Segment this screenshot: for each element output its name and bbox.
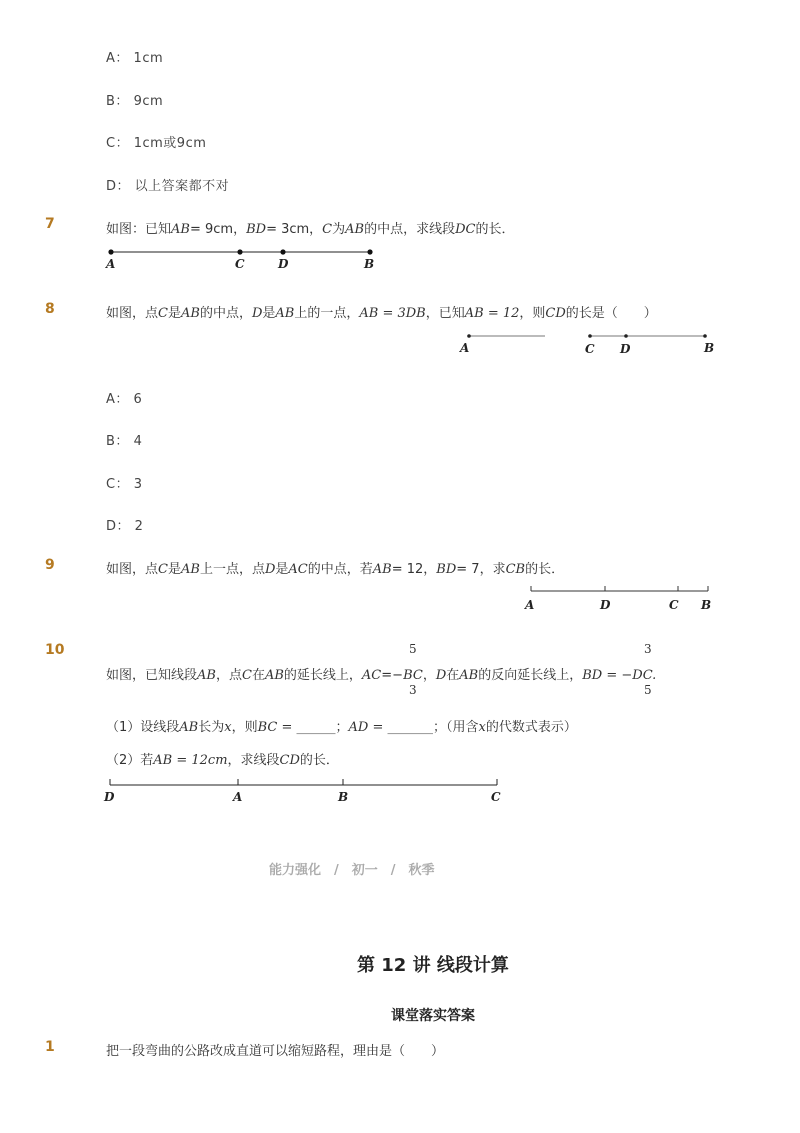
fraction-2-numerator: 3 xyxy=(644,642,652,656)
question-number-7: 7 xyxy=(45,216,55,232)
label-b: B xyxy=(338,790,349,804)
q8-option-c: C： 3 xyxy=(106,477,143,492)
question-number-1: 1 xyxy=(45,1039,55,1055)
label-d: D xyxy=(600,598,611,612)
q8-option-d: D： 2 xyxy=(106,519,144,534)
fraction-1-denominator: 3 xyxy=(409,683,417,697)
section-title: 课堂落实答案 xyxy=(391,1008,475,1024)
label-c: C xyxy=(491,790,501,804)
lecture-title: 第 12 讲 线段计算 xyxy=(357,955,509,976)
fraction-2-denominator: 5 xyxy=(644,683,652,697)
label-d: D xyxy=(278,257,289,271)
q8-option-a: A： 6 xyxy=(106,392,143,407)
q6-option-b: B： 9cm xyxy=(106,94,164,109)
page-footer: 能力强化 / 初一 / 秋季 xyxy=(269,863,435,878)
label-a: A xyxy=(460,341,470,355)
question-1-text: 把一段弯曲的公路改成直道可以缩短路程，理由是（ ） xyxy=(106,1044,445,1059)
q6-option-a: A： 1cm xyxy=(106,51,164,66)
q6-option-d: D： 以上答案都不对 xyxy=(106,179,230,194)
question-7-text: 如图：已知AB= 9cm，BD= 3cm，C为AB的中点，求线段DC的长． xyxy=(106,222,515,237)
label-b: B xyxy=(704,341,715,355)
q8-option-b: B： 4 xyxy=(106,434,143,449)
label-b: B xyxy=(364,257,375,271)
fraction-1-numerator: 5 xyxy=(409,642,417,656)
question-8-text: 如图，点C是AB的中点，D是AB上的一点，AB = 3DB，已知AB = 12，则CD的长是（ ） xyxy=(106,306,657,321)
label-c: C xyxy=(669,598,679,612)
label-d: D xyxy=(620,342,631,356)
label-b: B xyxy=(701,598,712,612)
question-10-text: 如图，已知线段AB，点C在AB的延长线上，AC=−BC，D在AB的反向延长线上，BD = −DC. xyxy=(106,668,657,683)
label-a: A xyxy=(106,257,116,271)
label-c: C xyxy=(235,257,245,271)
question-10-part-1: （1）设线段AB长为x，则BC = ______；AD = _______；（用含x的代数式表示） xyxy=(106,720,577,735)
question-9-text: 如图，点C是AB上一点，点D是AC的中点，若AB= 12，BD= 7，求CB的长． xyxy=(106,562,565,577)
question-number-9: 9 xyxy=(45,557,55,573)
question-10-part-2: （2）若AB = 12cm，求线段CD的长． xyxy=(106,753,339,768)
label-a: A xyxy=(525,598,535,612)
q6-option-c: C： 1cm或9cm xyxy=(106,136,207,151)
label-c: C xyxy=(585,342,595,356)
label-a: A xyxy=(233,790,243,804)
question-number-10: 10 xyxy=(45,642,65,658)
label-d: D xyxy=(104,790,115,804)
question-number-8: 8 xyxy=(45,301,55,317)
